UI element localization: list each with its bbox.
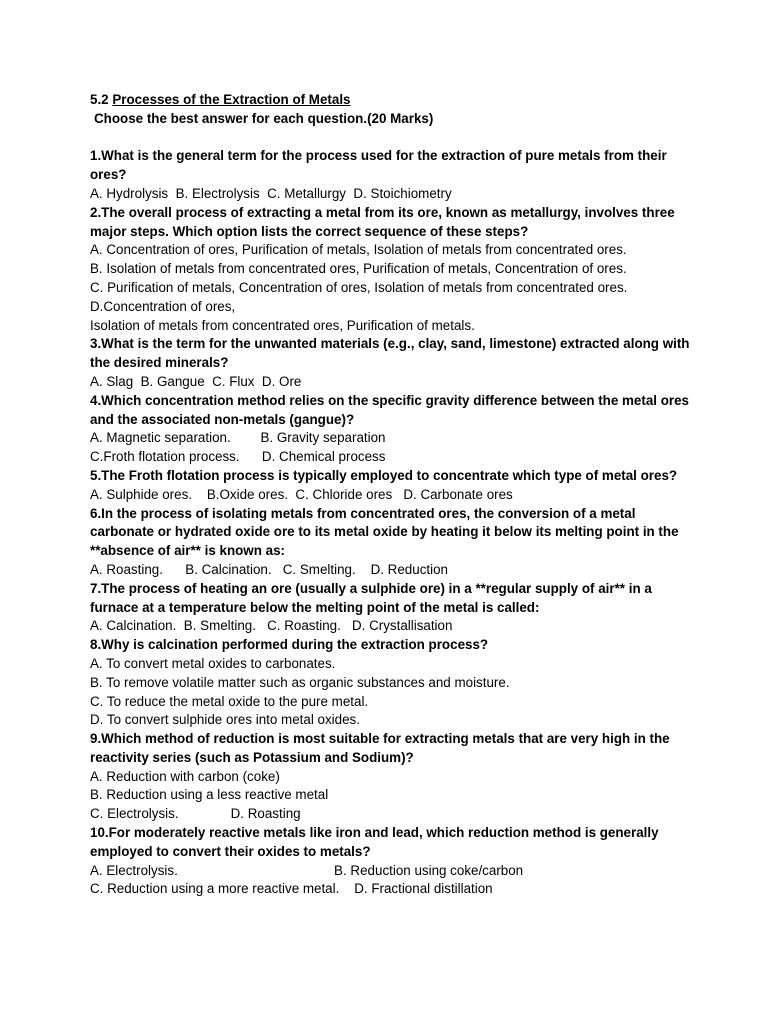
answer-options-line: B. Reduction using a less reactive metal xyxy=(90,787,329,803)
question-block xyxy=(90,147,690,203)
answer-options-line: A. Reduction with carbon (coke) xyxy=(90,768,280,784)
question-block xyxy=(90,636,690,730)
answer-options-line: A. Slag B. Gangue C. Flux D. Ore xyxy=(90,373,302,389)
answer-options-line: D.Concentration of ores, xyxy=(90,298,236,314)
answer-options-line: A. To convert metal oxides to carbonates. xyxy=(90,655,336,671)
question-text: 5.The Froth flotation process is typically employed to concentrate which type of metal ores? xyxy=(90,467,678,483)
answer-options-line: D. To convert sulphide ores into metal oxides. xyxy=(90,712,360,728)
answer-options-line: A. Electrolysis. B. Reduction using coke/carbon xyxy=(90,862,524,878)
question-text: 7.The process of heating an ore (usually a sulphide ore) in a **regular supply of air** in a furnace at a temperature below the melting point of the metal is called: xyxy=(90,580,652,615)
section-heading xyxy=(90,91,690,110)
question-text: 10.For moderately reactive metals like iron and lead, which reduction method is generally employed to convert their oxides to metals? xyxy=(90,825,659,859)
answer-options-line: A. Calcination. B. Smelting. C. Roasting. D. Crystallisation xyxy=(90,618,453,634)
question-block xyxy=(90,505,690,580)
section-number: 5.2 xyxy=(90,92,109,107)
question-text: 3.What is the term for the unwanted materials (e.g., clay, sand, limestone) extracted along with the desired minerals? xyxy=(90,336,690,371)
answer-options-line: C.Froth flotation process. D. Chemical process xyxy=(90,449,386,465)
answer-options-line: B. Isolation of metals from concentrated ores, Purification of metals, Concentration of ores. xyxy=(90,261,627,277)
answer-options-line: Isolation of metals from concentrated ores, Purification of metals. xyxy=(90,317,475,333)
worksheet-page xyxy=(90,91,690,899)
question-text: 2.The overall process of extracting a metal from its ore, known as metallurgy, involves three major steps. Which option lists the correct sequence of these steps? xyxy=(90,204,675,239)
question-block xyxy=(90,467,690,505)
question-text: 8.Why is calcination performed during the extraction process? xyxy=(90,637,489,653)
answer-options-line: B. To remove volatile matter such as organic substances and moisture. xyxy=(90,674,510,690)
answer-options-line: A. Magnetic separation. B. Gravity separation xyxy=(90,430,386,446)
section-title: Processes of the Extraction of Metals xyxy=(112,92,351,107)
question-text: 1.What is the general term for the process used for the extraction of pure metals from their ores? xyxy=(90,148,667,183)
question-block xyxy=(90,824,690,899)
answer-options-line: C. Purification of metals, Concentration of ores, Isolation of metals from concentrated ores. xyxy=(90,279,628,295)
question-block xyxy=(90,580,690,636)
question-block xyxy=(90,730,690,824)
answer-options-line: A. Sulphide ores. B.Oxide ores. C. Chloride ores D. Carbonate ores xyxy=(90,486,513,502)
question-text: 4.Which concentration method relies on the specific gravity difference between the metal ores and the associated non-metals (gangue)? xyxy=(90,392,690,427)
question-block xyxy=(90,392,690,467)
question-text: 9.Which method of reduction is most suitable for extracting metals that are very high in the reactivity series (such as Potassium and Sodium)? xyxy=(90,731,670,765)
question-list xyxy=(90,147,690,899)
answer-options-line: C. Electrolysis. D. Roasting xyxy=(90,806,301,822)
question-text: 6.In the process of isolating metals from concentrated ores, the conversion of a metal carbonate or hydrated oxide ore to its metal oxide by heating it below its melting point in the **absence of air** is known as: xyxy=(90,505,679,559)
answer-options-line: A. Hydrolysis B. Electrolysis C. Metallurgy D. Stoichiometry xyxy=(90,185,452,201)
answer-options-line: A. Concentration of ores, Purification of metals, Isolation of metals from concentrated ores. xyxy=(90,242,627,258)
answer-options-line: C. To reduce the metal oxide to the pure metal. xyxy=(90,693,369,709)
question-block xyxy=(90,204,690,336)
question-block xyxy=(90,335,690,391)
blank-line xyxy=(90,129,690,148)
answer-options-line: A. Roasting. B. Calcination. C. Smelting. D. Reduction xyxy=(90,561,448,577)
answer-options-line: C. Reduction using a more reactive metal. D. Fractional distillation xyxy=(90,881,493,897)
instructions: Choose the best answer for each question.(20 Marks) xyxy=(94,110,434,126)
